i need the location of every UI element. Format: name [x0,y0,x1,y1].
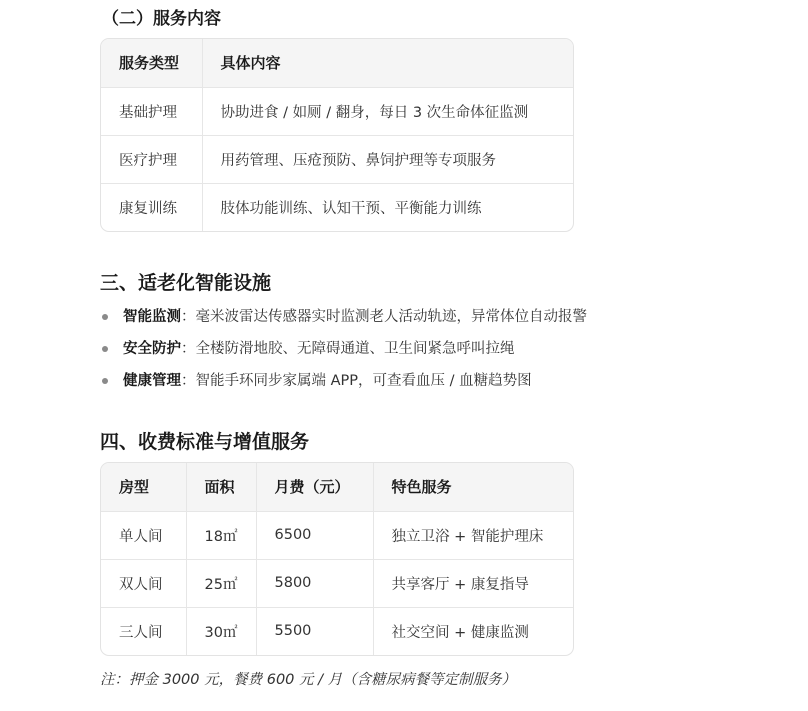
table-row [101,183,573,231]
list-item [100,305,587,337]
room-area-cell: 25㎡ [186,559,256,607]
list-item [100,337,587,369]
service-type-cell: 医疗护理 [101,135,202,183]
monthly-fee-cell: 6500 [256,511,373,559]
bullet-icon [102,346,108,352]
room-type-cell: 双人间 [101,559,186,607]
service-detail-cell: 用药管理、压疮预防、鼻饲护理等专项服务 [202,135,573,183]
service-detail-cell: 肢体功能训练、认知干预、平衡能力训练 [220,200,482,217]
service-type-cell: 基础护理 [101,87,202,135]
column-header: 特色服务 [373,463,573,511]
table-row [101,87,573,135]
fee-standard-table [100,462,574,656]
feature-service-cell: 独立卫浴 + 智能护理床 [373,511,573,559]
feature-service-cell: 共享客厅 + 康复指导 [373,559,573,607]
list-item-description: ：智能手环同步家属端 APP，可查看血压 / 血糖趋势图 [181,373,532,389]
room-area-cell: 30㎡ [186,607,256,655]
room-type-cell: 三人间 [101,607,186,655]
monthly-fee-cell: 5500 [256,607,373,655]
smart-facility-heading: 三、适老化智能设施 [100,272,272,294]
bullet-icon [102,378,108,384]
service-detail-cell: 协助进食 / 如厕 / 翻身，每日 3 次生命体征监测 [202,87,573,135]
list-item-term: 智能监测 [123,309,181,325]
table-header-row [101,463,573,511]
room-area-cell: 18㎡ [186,511,256,559]
feature-service-cell: 社交空间 + 健康监测 [391,624,529,641]
table-header-row [101,39,573,87]
column-header: 服务类型 [101,39,202,87]
list-item-description: ：毫米波雷达传感器实时监测老人活动轨迹，异常体位自动报警 [181,309,587,325]
table-row [101,559,573,607]
monthly-fee-cell: 5800 [256,559,373,607]
service-content-heading: （二）服务内容 [102,9,221,29]
service-content-table [100,38,574,232]
column-header: 房型 [101,463,186,511]
table-row [101,135,573,183]
room-type-cell: 单人间 [101,511,186,559]
list-item-term: 健康管理 [123,373,181,389]
bullet-icon [102,314,108,320]
table-row [101,607,573,655]
fee-note: 注：押金 3000 元，餐费 600 元 / 月（含糖尿病餐等定制服务） [100,672,517,688]
column-header: 具体内容 [202,39,573,87]
fee-standard-heading: 四、收费标准与增值服务 [100,431,310,453]
smart-facility-list [100,305,587,401]
list-item-description: ：全楼防滑地胶、无障碍通道、卫生间紧急呼叫拉绳 [181,341,515,357]
service-type-cell: 康复训练 [101,183,202,231]
list-item [100,369,587,401]
list-item-term: 安全防护 [123,341,181,357]
column-header: 月费（元） [256,463,373,511]
table-row [101,511,573,559]
column-header: 面积 [186,463,256,511]
